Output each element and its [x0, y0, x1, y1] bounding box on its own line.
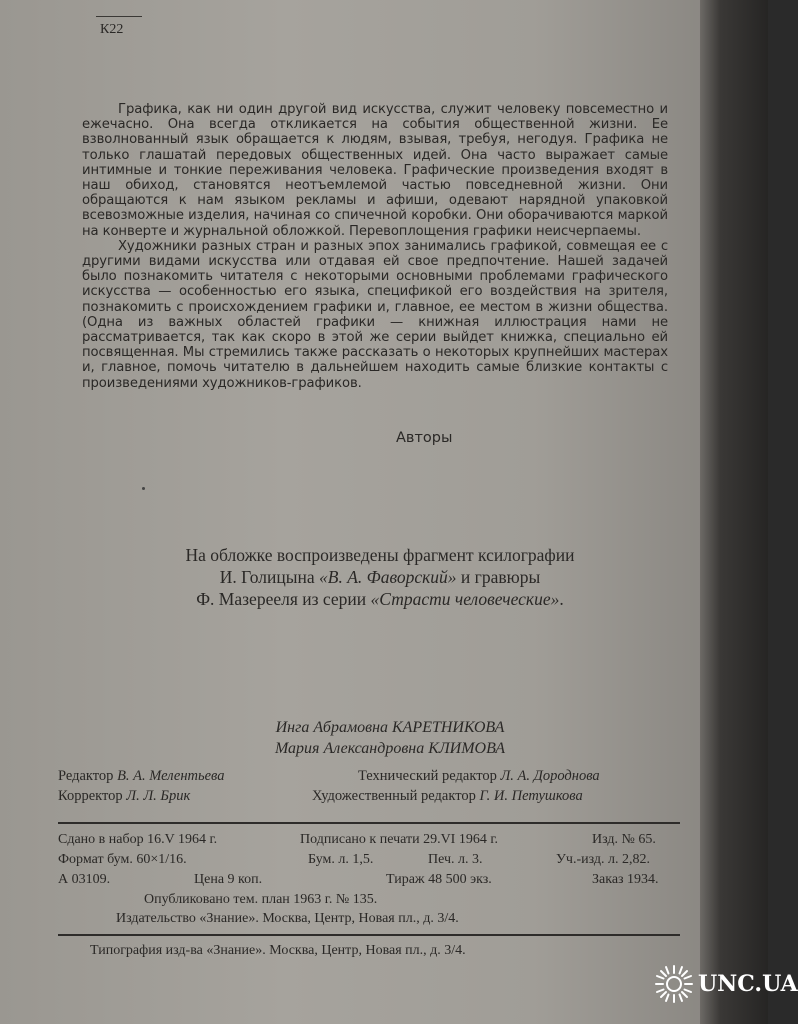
imprint-typeset-date: Сдано в набор 16.V 1964 г.	[58, 832, 218, 847]
corrector-name: Л. Л. Брик	[126, 788, 191, 804]
author-1: Инга Абрамовна КАРЕТНИКОВА	[275, 719, 505, 736]
editor-name: В. А. Мелентьева	[117, 768, 225, 784]
tech-editor-name: Л. А. Дороднова	[500, 768, 600, 784]
imprint-license: А 03109.	[58, 872, 111, 887]
imprint-format: Формат бум. 60×1/16.	[58, 852, 187, 867]
tech-editor-credit	[358, 768, 600, 785]
cover-note-line-1: На обложке воспроизведены фрагмент ксилографии	[185, 545, 575, 565]
preface-paragraph-1: Графика, как ни один другой вид искусства, служит человеку повсеместно и ежечасно. Она всегда откликается на события общественной жизни. Ее взволнованный язык обращается к людям, взывая, требуя, негодуя. Графика не только глашатай передовых общественных идей. Она часто выражает самые интимные и тонкие переживания человека. Графические произведения входят в наш обиход, становятся неотъемлемой частью повседневной жизни. Они обращаются к нам языком рекламы и афиши, одевают нарядной упаковкой всевозможные изделия, начиная со спичечной коробки. Они оборачиваются маркой на конверте и журнальной обложкой. Перевоплощения графики неисчерпаемы.	[82, 102, 668, 239]
classification-code: К22	[100, 22, 124, 37]
imprint-paper-sheets: Бум. л. 1,5.	[308, 852, 374, 867]
preface-text	[82, 102, 668, 391]
imprint-plan: Опубликовано тем. план 1963 г. № 135.	[144, 892, 378, 907]
imprint-edition-number: Изд. № 65.	[592, 832, 656, 847]
cover-period: .	[559, 589, 564, 609]
imprint-bottom-rule	[58, 934, 680, 936]
corrector-label: Корректор	[58, 788, 127, 804]
imprint-print-sheets: Печ. л. 3.	[428, 852, 483, 867]
cover-artist-1: И. Голицына	[219, 567, 320, 587]
cover-work-2: «Страсти человеческие»	[370, 589, 560, 609]
author-2: Мария Александровна КЛИМОВА	[274, 740, 506, 757]
cover-note-line-2	[80, 566, 680, 588]
cover-artist-2: Ф. Мазерееля из серии	[196, 589, 371, 609]
top-rule	[96, 16, 142, 17]
imprint-order: Заказ 1934.	[592, 872, 659, 887]
cover-connector: и гравюры	[456, 567, 541, 587]
author-names	[180, 717, 600, 759]
sunburst-icon	[654, 964, 694, 1004]
page-gutter-shadow	[700, 0, 768, 1024]
art-editor-credit	[312, 788, 583, 805]
art-editor-name: Г. И. Петушкова	[479, 788, 583, 804]
ink-speck	[142, 487, 145, 490]
imprint-publisher-sheets: Уч.-изд. л. 2,82.	[556, 852, 650, 867]
art-editor-label: Художественный редактор	[312, 788, 480, 804]
editor-label: Редактор	[58, 768, 118, 784]
cover-note	[80, 544, 680, 610]
printer-info: Типография изд-ва «Знание». Москва, Центр, Новая пл., д. 3/4.	[90, 943, 466, 958]
imprint-price: Цена 9 коп.	[194, 872, 263, 887]
imprint-publisher: Издательство «Знание». Москва, Центр, Новая пл., д. 3/4.	[116, 911, 459, 926]
cover-note-line-3	[80, 588, 680, 610]
editor-credit	[58, 768, 225, 785]
imprint-top-rule	[58, 822, 680, 824]
preface-paragraph-2: Художники разных стран и разных эпох занимались графикой, совмещая ее с другими видами искусства или отдавая ей свое предпочтение. Нашей задачей было познакомить читателя с некоторыми основными проблемами графического искусства — особенностью его языка, спецификой его воздействия на зрителя, познакомить с происхождением графики и, главное, ее местом в жизни общества. (Одна из важных областей графики — книжная иллюстрация нами не рассматривается, так как скоро в этой же серии выйдет книжка, специально ей посвященная. Мы стремились также рассказать о некоторых крупнейших мастерах и, главное, помочь читателю в дальнейшем находить самые близкие контакты с произведениями художников-графиков.	[82, 238, 668, 391]
imprint-print-run: Тираж 48 500 экз.	[386, 872, 492, 887]
tech-editor-label: Технический редактор	[358, 768, 501, 784]
imprint-signed-date: Подписано к печати 29.VI 1964 г.	[300, 832, 499, 847]
site-watermark	[654, 964, 798, 1004]
corrector-credit	[58, 788, 190, 805]
preface-signature: Авторы	[396, 430, 453, 446]
watermark-text: UNC.UA	[698, 971, 798, 997]
cover-work-1: «В. А. Фаворский»	[319, 567, 457, 587]
